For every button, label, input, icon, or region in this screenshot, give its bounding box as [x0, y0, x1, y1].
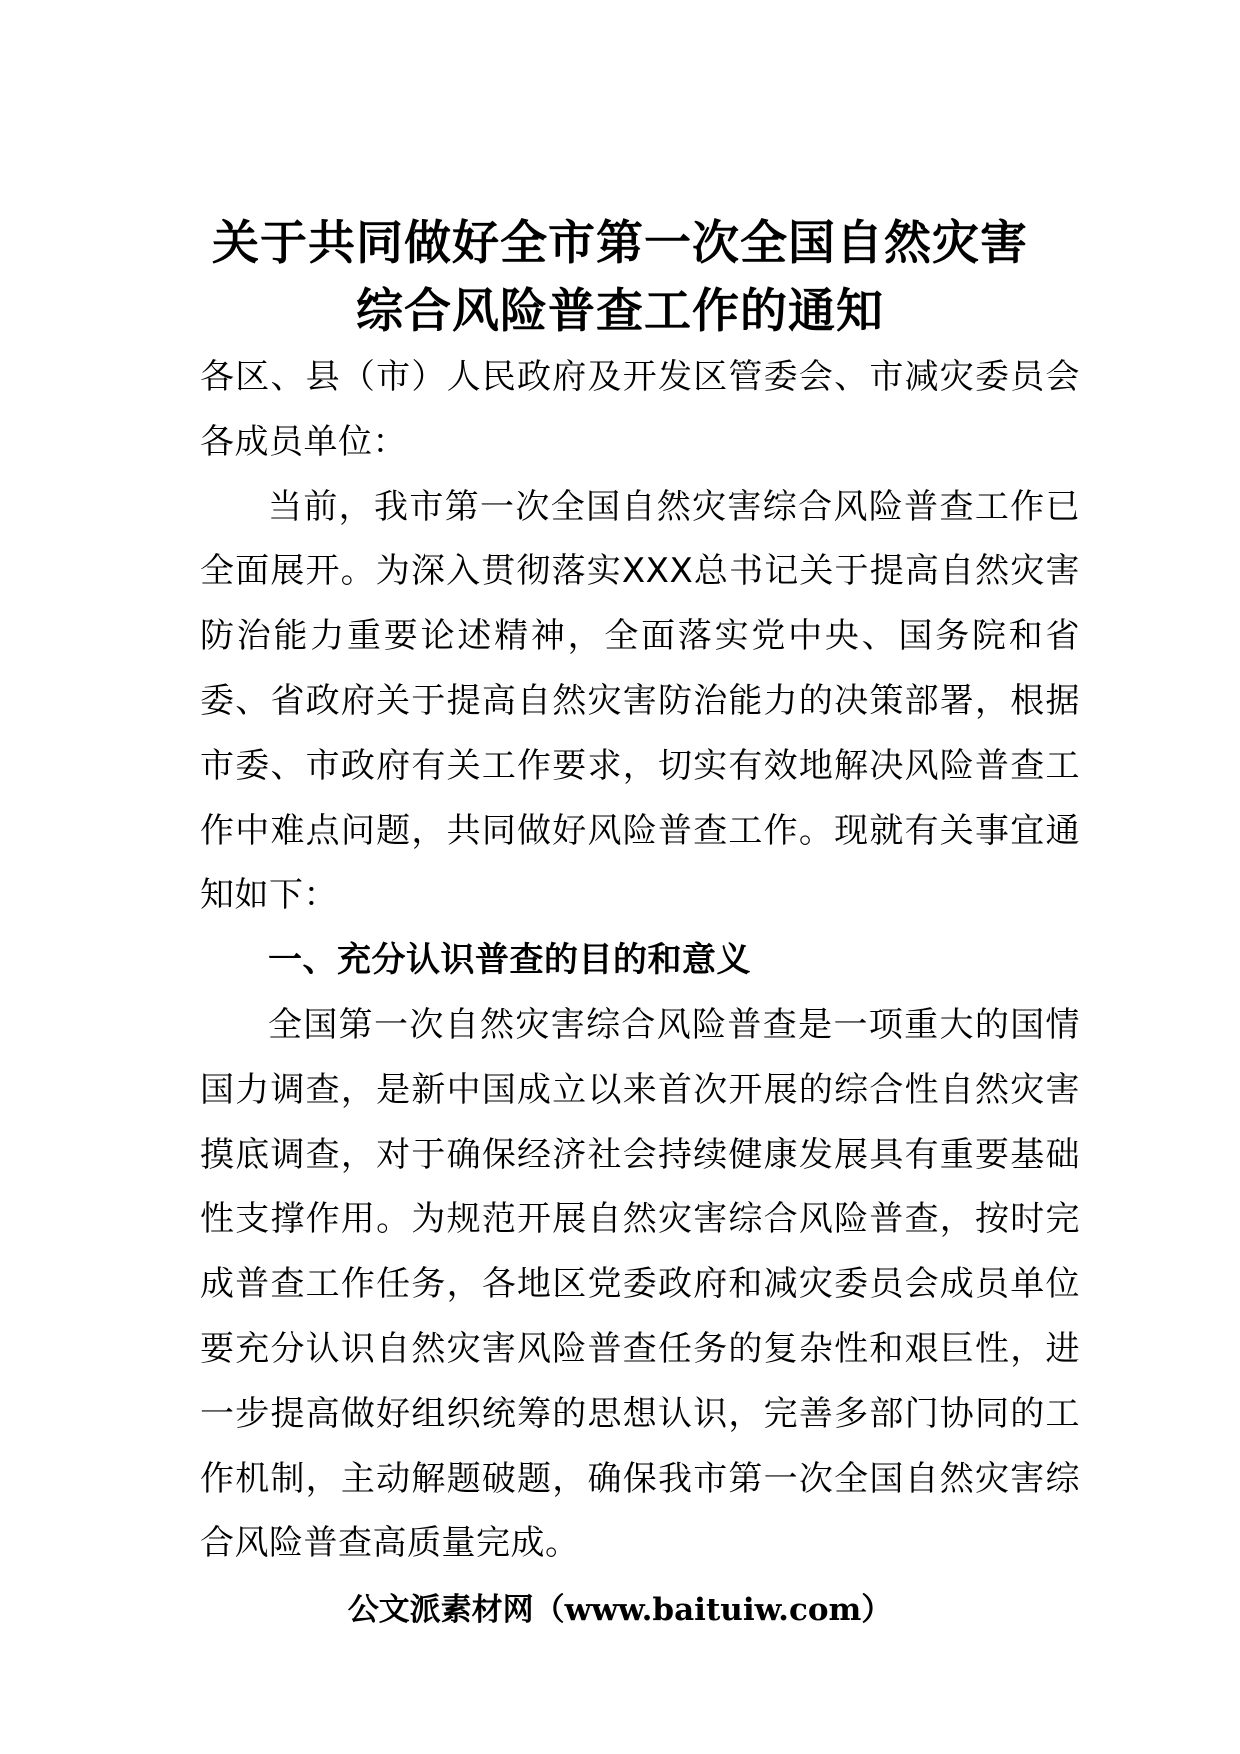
- addressee: 各区、县（市）人民政府及开发区管委会、市减灾委员会各成员单位：: [200, 357, 1080, 462]
- paragraph-section-1: 全国第一次自然灾害综合风险普查是一项重大的国情国力调查，是新中国成立以来首次开展的综合性自然灾害摸底调查，对于确保经济社会持续健康发展具有重要基础性支撑作用。为规范开展自然灾害综合风险普查，按时完成普查工作任务，各地区党委政府和减灾委员会成员单位要充分认识自然灾害风险普查任务的复杂性和艰巨性，进一步提高做好组织统筹的思想认识，完善多部门协同的工作机制，主动解题破题，确保我市第一次全国自然灾害综合风险普查高质量完成。: [200, 1004, 1080, 1564]
- document-body: [200, 345, 1080, 1576]
- document-title: [150, 210, 1090, 346]
- paragraph-intro: 当前，我市第一次全国自然灾害综合风险普查工作已全面展开。为深入贯彻落实XXX总书记关于提高自然灾害防治能力重要论述精神，全面落实党中央、国务院和省委、省政府关于提高自然灾害防治能力的决策部署，根据市委、市政府有关工作要求，切实有效地解决风险普查工作中难点问题，共同做好风险普查工作。现就有关事宜通知如下：: [200, 486, 1080, 916]
- title-line-2: 综合风险普查工作的通知: [356, 284, 884, 339]
- footer-source-text: 公文派素材网（www.baituiw.com）: [347, 1592, 893, 1628]
- title-line-1: 关于共同做好全市第一次全国自然灾害: [212, 216, 1028, 271]
- section-heading-1: 一、充分认识普查的目的和意义: [268, 940, 751, 981]
